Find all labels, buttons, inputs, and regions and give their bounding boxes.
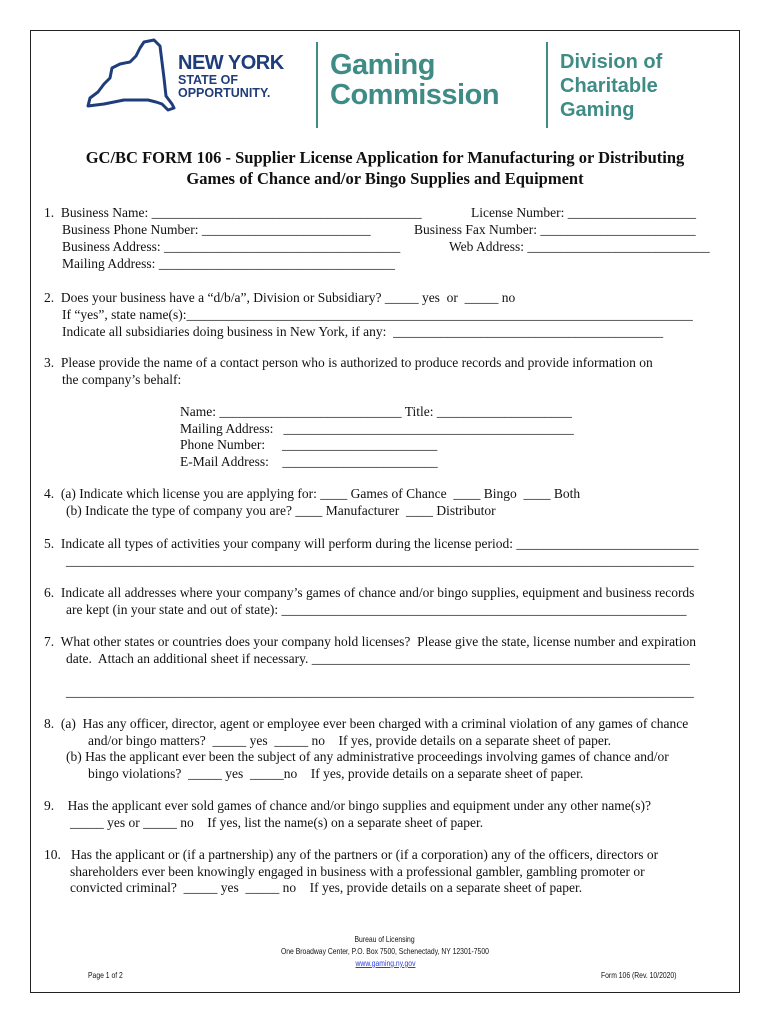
q1-license-number: License Number: ___________________ bbox=[471, 205, 696, 220]
logo-ny-title: NEW YORK bbox=[178, 52, 284, 74]
q7-other-licenses: 7. What other states or countries does your company hold licenses? Please give the state, license number and expiration bbox=[44, 634, 697, 649]
q5-activities: 5. Indicate all types of activities your company will perform during the license period: ___________________________ bbox=[44, 536, 699, 551]
logo-gaming-commission: Gaming Commission bbox=[330, 49, 500, 111]
q8b-administrative-proceedings: (b) Has the applicant ever been the subject of any administrative proceedings involving games of chance and/or bbox=[66, 749, 669, 764]
q9-other-names-cont: _____ yes or _____ no If yes, list the name(s) on a separate sheet of paper. bbox=[70, 815, 484, 830]
q4-license-type: 4. (a) Indicate which license you are applying for: ____ Games of Chance ____ Bingo ____ Both bbox=[44, 486, 581, 501]
logo-divider bbox=[316, 42, 318, 128]
q2-subsidiaries: Indicate all subsidiaries doing business in New York, if any: ________________________________________ bbox=[62, 324, 664, 339]
q7-other-licenses-cont: date. Attach an additional sheet if necessary. ________________________________________________________ bbox=[66, 651, 690, 666]
q2-state-names: If “yes”, state name(s):___________________________________________________________________________ bbox=[62, 307, 693, 322]
q8b-administrative-proceedings-cont: bingo violations? _____ yes _____no If yes, provide details on a separate sheet of paper. bbox=[88, 766, 584, 781]
q2-dba-question: 2. Does your business have a “d/b/a”, Division or Subsidiary? _____ yes or _____ no bbox=[44, 290, 516, 305]
q1-web-address: Web Address: ___________________________ bbox=[449, 239, 710, 254]
footer-page-number: Page 1 of 2 bbox=[88, 970, 123, 980]
q3-contact-mailing: Mailing Address: ___________________________________________ bbox=[180, 421, 574, 436]
new-york-state-map-icon bbox=[84, 38, 176, 130]
footer-form-revision: Form 106 (Rev. 10/2020) bbox=[601, 970, 677, 980]
logo-division-charitable-gaming: Division of Charitable Gaming bbox=[560, 51, 663, 121]
q5-activities-line: _____________________________________________________________________________________________ bbox=[66, 553, 694, 568]
q3-contact-name: Name: ___________________________ Title: ____________________ bbox=[180, 404, 572, 419]
q10-professional-gambler-cont2: convicted criminal? _____ yes _____ no If yes, provide details on a separate sheet of paper. bbox=[70, 880, 583, 895]
header-logo bbox=[84, 38, 684, 130]
q3-contact-phone: Phone Number: _______________________ bbox=[180, 437, 438, 452]
q1-business-fax: Business Fax Number: _______________________ bbox=[414, 222, 696, 237]
footer-website[interactable]: www.gaming.ny.gov bbox=[355, 958, 415, 968]
q3-contact-question-cont: the company’s behalf: bbox=[62, 372, 182, 387]
q1-mailing-address: Mailing Address: ___________________________________ bbox=[62, 256, 395, 271]
footer-bureau: Bureau of Licensing bbox=[354, 934, 416, 944]
q8a-criminal-violation-cont: and/or bingo matters? _____ yes _____ no If yes, provide details on a separate sheet of paper. bbox=[88, 733, 611, 748]
q3-contact-email: E-Mail Address: _______________________ bbox=[180, 454, 438, 469]
q7-other-licenses-line: _____________________________________________________________________________________________ bbox=[66, 684, 694, 699]
q6-addresses-cont: are kept (in your state and out of state): ____________________________________________________________ bbox=[66, 602, 687, 617]
q8a-criminal-violation: 8. (a) Has any officer, director, agent or employee ever been charged with a criminal violation of any games of chance bbox=[44, 716, 689, 731]
q10-professional-gambler: 10. Has the applicant or (if a partnership) any of the partners or (if a corporation) any of the officers, directors or bbox=[44, 847, 659, 862]
q1-business-address: Business Address: ___________________________________ bbox=[62, 239, 401, 254]
form-title-line2: Games of Chance and/or Bingo Supplies and Equipment bbox=[186, 169, 584, 188]
q6-addresses: 6. Indicate all addresses where your company’s games of chance and/or bingo supplies, equipment and business records bbox=[44, 585, 695, 600]
form-title-line1: GC/BC FORM 106 - Supplier License Application for Manufacturing or Distributing bbox=[85, 148, 685, 167]
logo-ny-subtitle: STATE OF OPPORTUNITY. bbox=[178, 73, 271, 100]
footer-address: One Broadway Center, P.O. Box 7500, Schenectady, NY 12301-7500 bbox=[281, 946, 489, 956]
q4-company-type: (b) Indicate the type of company you are? ____ Manufacturer ____ Distributor bbox=[66, 503, 496, 518]
q3-contact-question: 3. Please provide the name of a contact person who is authorized to produce records and provide information on bbox=[44, 355, 653, 370]
q9-other-names: 9. Has the applicant ever sold games of chance and/or bingo supplies and equipment under any other name(s)? bbox=[44, 798, 651, 813]
q1-business-name: 1. Business Name: ________________________________________ bbox=[44, 205, 422, 220]
q10-professional-gambler-cont: shareholders ever been knowingly engaged in business with a professional gambler, gambling promoter or bbox=[70, 864, 645, 879]
q1-business-phone: Business Phone Number: _________________________ bbox=[62, 222, 371, 237]
logo-divider bbox=[546, 42, 548, 128]
